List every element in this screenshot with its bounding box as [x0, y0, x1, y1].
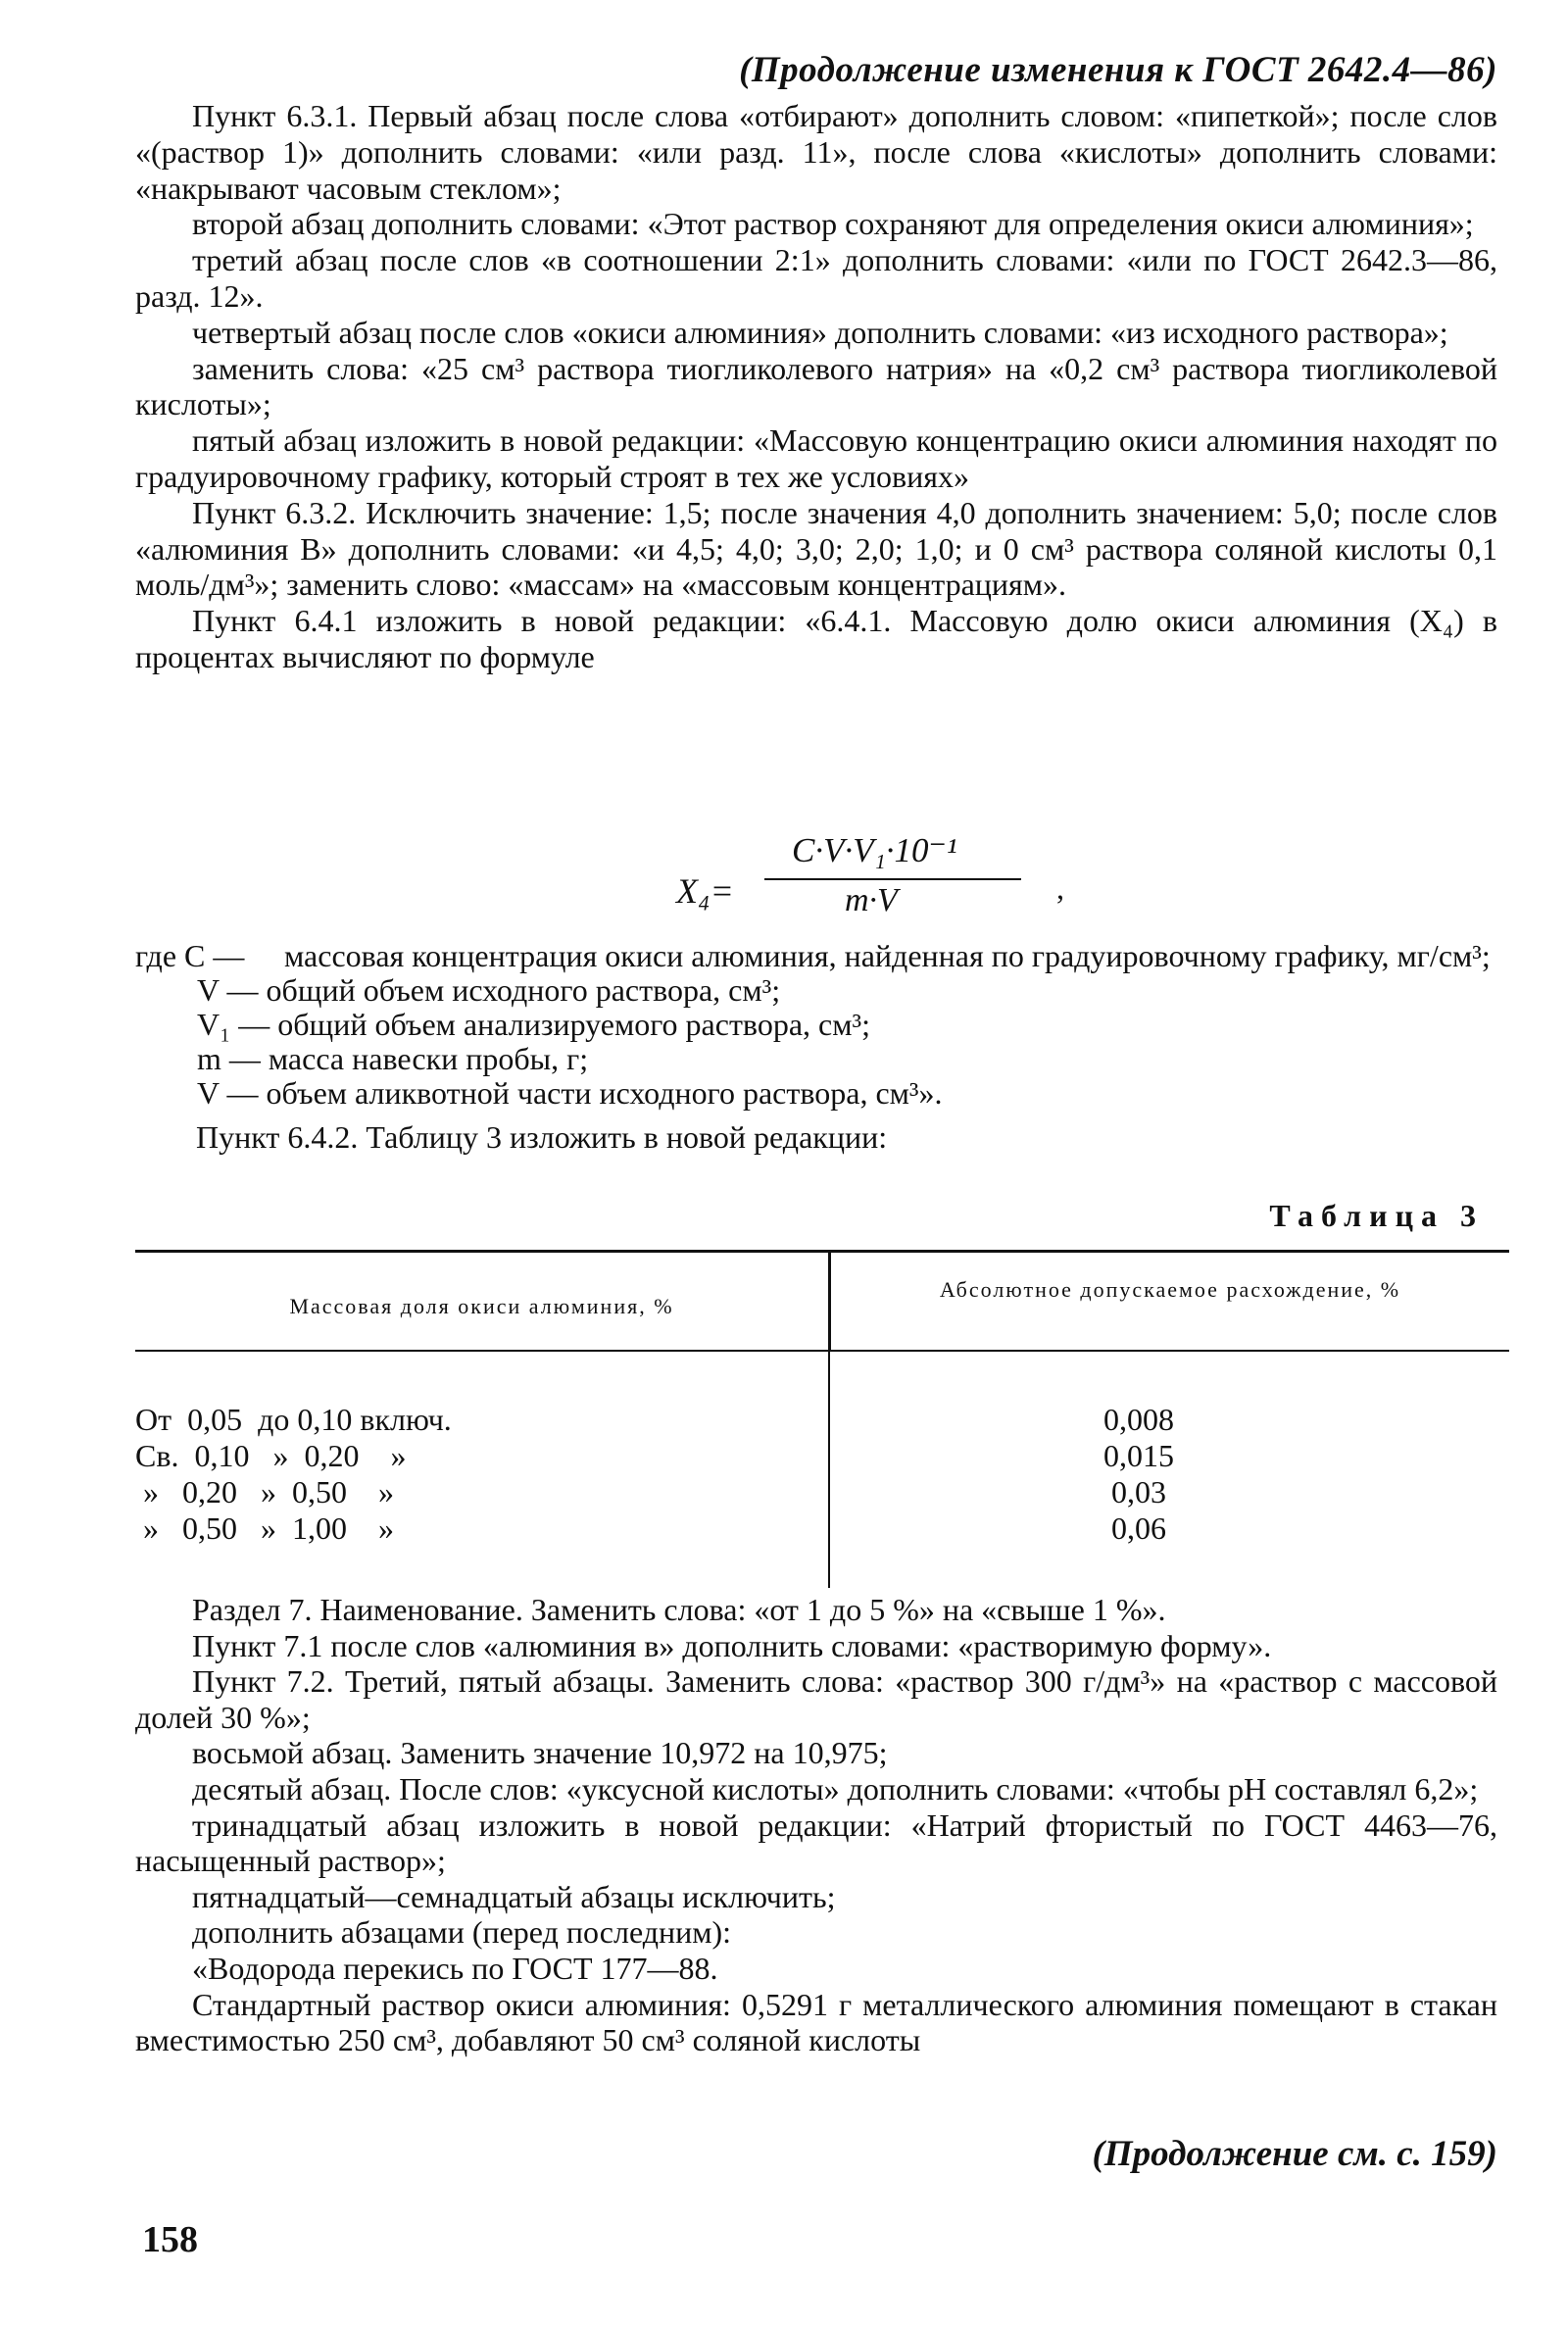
amendment-text-top [135, 98, 1497, 675]
definition-text: массовая концентрация окиси алюминия, найденная по градуировочному графику, мг/см³; [284, 938, 1491, 973]
table-cell-value: 0,015 [1103, 1438, 1174, 1473]
paragraph: Стандартный раствор окиси алюминия: 0,5291 г металлического алюминия помещают в стакан вместимостью 250 см³, добавляют 50 см³ соляной кислоты [135, 1986, 1497, 2058]
paragraph: второй абзац дополнить словами: «Этот раствор сохраняют для определения окиси алюминия»; [192, 206, 1474, 242]
definition-item: V₁ — общий объем анализируемого раствора, см³; [197, 1007, 870, 1042]
paragraph: Раздел 7. Наименование. Заменить слова: «от 1 до 5 %» на «свыше 1 %». [192, 1592, 1166, 1627]
table-caption: Таблица 3 [1269, 1198, 1484, 1233]
paragraph: Пункт 6.4.1 изложить в новой редакции: «6.4.1. Массовую долю окиси алюминия (X₄) в процентах вычисляют по формуле [135, 603, 1497, 674]
paragraph: четвертый абзац после слов «окиси алюминия» дополнить словами: «из исходного раствора»; [192, 314, 1448, 350]
formula-numerator: C·V·V₁·10⁻¹ [792, 831, 957, 869]
continuation-footer: (Продолжение см. с. 159) [1092, 2134, 1497, 2174]
table-cell-value: 0,06 [1111, 1510, 1166, 1546]
definition-item: V — объем аликвотной части исходного раствора, см³». [197, 1075, 943, 1111]
formula-lhs: X₄= [676, 871, 734, 911]
formula [0, 821, 1568, 929]
table-header-cell: Массовая доля окиси алюминия, % [289, 1294, 674, 1318]
paragraph: «Водорода перекись по ГОСТ 177—88. [192, 1950, 718, 1986]
paragraph: Пункт 6.3.2. Исключить значение: 1,5; после значения 4,0 дополнить значением: 5,0; после слов «алюминия В» дополнить словами: «и 4,5; 4,0; 3,0; 2,0; 1,0; и 0 см³ раствора соляной кислоты 0,1 моль/дм³»; заменить слово: «массам» на «массовым концентрациям». [135, 494, 1497, 603]
table-top-rule [135, 1250, 1509, 1253]
table-intro: Пункт 6.4.2. Таблицу 3 изложить в новой редакции: [196, 1119, 888, 1155]
definition-item: V — общий объем исходного раствора, см³; [197, 972, 781, 1008]
table-row [135, 1402, 1509, 1438]
page-number: 158 [142, 2219, 198, 2260]
table-cell-value: 0,008 [1103, 1402, 1174, 1437]
paragraph: тринадцатый абзац изложить в новой редакции: «Натрий фтористый по ГОСТ 4463—76, насыщенный раствор»; [135, 1806, 1497, 1879]
table-cell-range: » 0,20 » 0,50 » [135, 1474, 394, 1509]
table-cell-range: Св. 0,10 » 0,20 » [135, 1438, 407, 1473]
formula-definitions [135, 939, 1507, 1111]
definition-lead: где C — [135, 938, 245, 973]
formula-comma: , [1056, 870, 1064, 906]
paragraph: дополнить абзацами (перед последним): [192, 1914, 732, 1951]
table-header-rule [135, 1350, 1509, 1352]
paragraph: заменить слова: «25 см³ раствора тиогликолевого натрия» на «0,2 см³ раствора тиогликолевой кислоты»; [135, 350, 1497, 422]
table-cell-range: » 0,50 » 1,00 » [135, 1510, 394, 1546]
paragraph: Пункт 7.1 после слов «алюминия в» дополнить словами: «растворимую форму». [192, 1627, 1272, 1663]
paragraph: третий абзац после слов «в соотношении 2:1» дополнить словами: «или по ГОСТ 2642.3—86, разд. 12». [135, 242, 1497, 314]
table-row [135, 1474, 1509, 1510]
table-cell-value: 0,03 [1111, 1474, 1166, 1509]
table-row [135, 1438, 1509, 1474]
table-cell-range: От 0,05 до 0,10 включ. [135, 1402, 452, 1437]
continuation-header: (Продолжение изменения к ГОСТ 2642.4—86) [739, 50, 1497, 90]
formula-denominator: m·V [845, 882, 898, 918]
paragraph: десятый абзац. После слов: «уксусной кислоты» дополнить словами: «чтобы pH составлял 6,2»; [192, 1770, 1479, 1806]
definition-first [135, 939, 1507, 973]
paragraph: пятнадцатый—семнадцатый абзацы исключить; [192, 1878, 836, 1914]
fraction-bar [764, 878, 1021, 880]
table-3 [135, 1250, 1509, 1588]
table-row [135, 1510, 1509, 1547]
paragraph: Пункт 6.3.1. Первый абзац после слова «отбирают» дополнить словом: «пипеткой»; после слов «(раствор 1)» дополнить словами: «или разд. 11», после слова «кислоты» дополнить словами: «накрывают часовым стеклом»; [135, 98, 1497, 206]
paragraph: пятый абзац изложить в новой редакции: «Массовую концентрацию окиси алюминия находят по градуировочному графику, который строят в тех же условиях» [135, 422, 1497, 494]
table-header-cell: Абсолютное допускаемое расхождение, % [939, 1277, 1401, 1302]
definition-item: m — масса навески пробы, г; [197, 1041, 589, 1076]
amendment-text-bottom [135, 1592, 1497, 2058]
paragraph: Пункт 7.2. Третий, пятый абзацы. Заменить слова: «раствор 300 г/дм³» на «раствор с массовой долей 30 %»; [135, 1663, 1497, 1735]
paragraph: восьмой абзац. Заменить значение 10,972 на 10,975; [192, 1735, 888, 1771]
